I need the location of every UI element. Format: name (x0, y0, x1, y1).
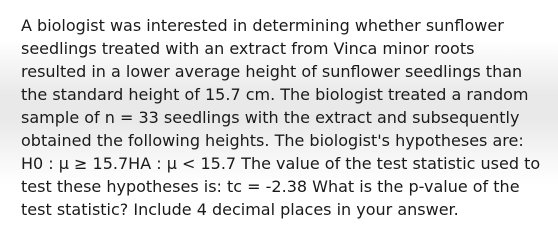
question-text: A biologist was interested in determining whether sunflower seedlings treated with an extract from Vinca minor roots resulted in a lower average height of sunflower seedlings than the standard height of 15.7 cm. The biologist treated a random sample of n = 33 seedlings with the extract and subsequently obtained the following heights. The biologist's hypotheses are: H0 : μ ≥ 15.7HA : μ < 15.7 The value of the test statistic used to test these hypotheses is: tc = -2.38 What is the p-value of the test statistic? Include 4 decimal places in your answer. (21, 16, 541, 219)
